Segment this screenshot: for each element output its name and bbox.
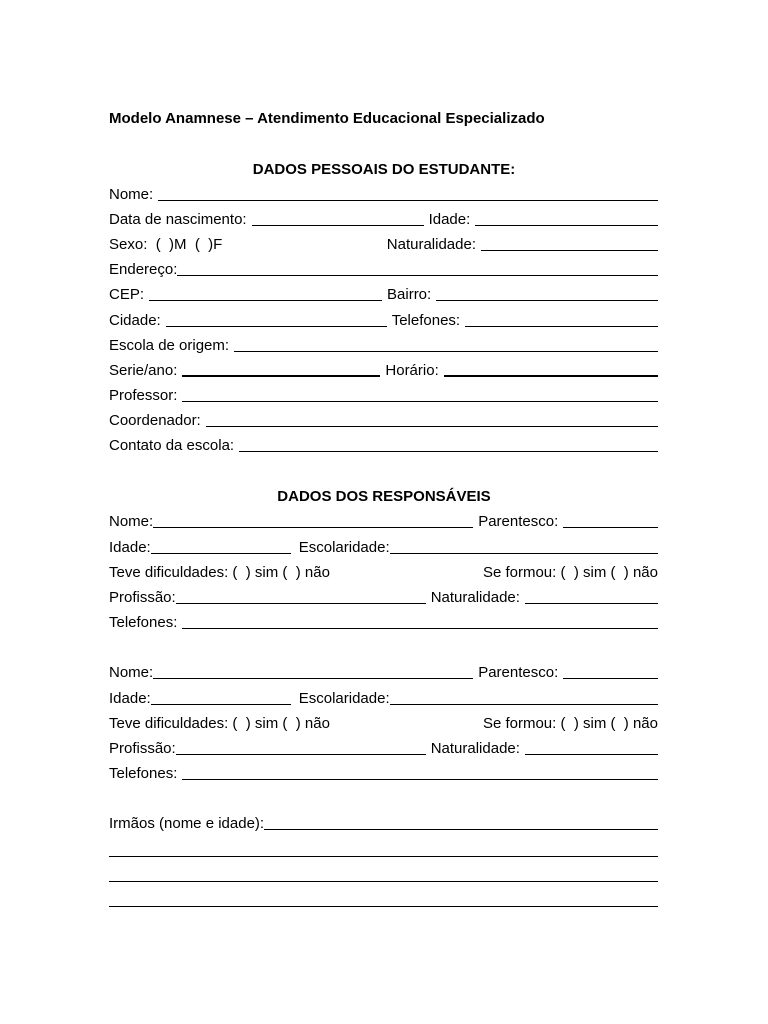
guardian1-age-label: Idade: [109,539,151,556]
student-birth-row [109,209,658,229]
guardians-section-title: DADOS DOS RESPONSÁVEIS [277,488,491,505]
siblings-row [109,813,658,833]
guardian2-education-field[interactable] [390,704,658,705]
coordinator-field[interactable] [206,426,658,427]
student-name-field[interactable] [158,200,658,201]
school-contact-field[interactable] [239,451,658,452]
phones-field[interactable] [465,326,658,327]
origin-school-label: Escola de origem: [109,337,230,354]
guardian1-phones-row [109,612,658,632]
guardian1-age-field[interactable] [151,553,291,554]
guardian2-name-field[interactable] [153,678,473,679]
age-field[interactable] [475,225,658,226]
schedule-field[interactable] [444,375,658,377]
siblings-extra-line[interactable] [109,906,658,907]
guardian1-name-field[interactable] [153,527,473,528]
guardian1-kinship-label: Parentesco: [478,513,559,530]
siblings-field[interactable] [264,829,658,830]
age-label: Idade: [428,211,471,228]
student-teacher-row [109,385,658,405]
city-label: Cidade: [109,312,161,329]
student-address-row [109,259,658,279]
guardian2-kinship-field[interactable] [563,678,658,679]
cep-field[interactable] [149,300,382,301]
guardian2-phones-field[interactable] [182,779,658,780]
guardian2-graduated-options[interactable]: Se formou: ( ) sim ( ) não [482,715,658,732]
teacher-field[interactable] [182,401,658,402]
student-school-row [109,335,658,355]
neighborhood-field[interactable] [436,300,658,301]
guardian2-kinship-label: Parentesco: [478,664,559,681]
guardian2-age-row [109,688,658,708]
guardian2-name-row [109,662,658,682]
student-grade-row [109,360,658,380]
guardian1-profession-field[interactable] [176,603,426,604]
guardian2-profession-row [109,738,658,758]
guardian1-phones-field[interactable] [182,628,658,629]
neighborhood-label: Bairro: [387,286,432,303]
guardian2-birthplace-label: Naturalidade: [430,740,520,757]
guardian2-profession-field[interactable] [176,754,426,755]
grade-label: Serie/ano: [109,362,178,379]
guardian2-birthplace-field[interactable] [525,754,658,755]
birthdate-label: Data de nascimento: [109,211,247,228]
student-name-row [109,184,658,204]
guardian2-name-label: Nome: [109,664,154,681]
guardian1-kinship-field[interactable] [563,527,658,528]
birthplace-label: Naturalidade: [386,236,476,253]
origin-school-field[interactable] [234,351,658,352]
siblings-extra-line[interactable] [109,881,658,882]
guardian1-education-field[interactable] [390,553,658,554]
guardian1-name-row [109,511,658,531]
student-coordinator-row [109,410,658,430]
guardian1-difficulties-options[interactable]: Teve dificuldades: ( ) sim ( ) não [109,564,330,581]
phones-label: Telefones: [391,312,461,329]
guardian1-graduated-options[interactable]: Se formou: ( ) sim ( ) não [482,564,658,581]
guardian1-profession-row [109,587,658,607]
guardian1-name-label: Nome: [109,513,154,530]
birthplace-field[interactable] [481,250,658,251]
sex-options[interactable]: Sexo: ( )M ( )F [109,236,223,253]
guardian1-education-label: Escolaridade: [298,539,390,556]
coordinator-label: Coordenador: [109,412,201,429]
student-city-row [109,310,658,330]
schedule-label: Horário: [385,362,439,379]
guardian2-profession-label: Profissão: [109,740,176,757]
guardian1-birthplace-field[interactable] [525,603,658,604]
guardian1-difficulties-row [109,562,658,582]
guardian2-age-field[interactable] [151,704,291,705]
guardian1-phones-label: Telefones: [109,614,178,631]
guardian2-age-label: Idade: [109,690,151,707]
document-title: Modelo Anamnese – Atendimento Educacional Especializado [109,110,545,127]
guardian2-difficulties-row [109,713,658,733]
student-cep-row [109,284,658,304]
birthdate-field[interactable] [252,225,424,226]
guardian1-age-row [109,537,658,557]
student-section-title: DADOS PESSOAIS DO ESTUDANTE: [252,161,516,178]
grade-field[interactable] [182,375,380,377]
student-sex-row [109,234,658,254]
teacher-label: Professor: [109,387,178,404]
guardian1-profession-label: Profissão: [109,589,176,606]
address-label: Endereço: [109,261,178,278]
address-field[interactable] [177,275,658,276]
student-name-label: Nome: [109,186,154,203]
cep-label: CEP: [109,286,145,303]
school-contact-label: Contato da escola: [109,437,235,454]
city-field[interactable] [166,326,387,327]
siblings-label: Irmãos (nome e idade): [109,815,265,832]
siblings-extra-line[interactable] [109,856,658,857]
guardian2-difficulties-options[interactable]: Teve dificuldades: ( ) sim ( ) não [109,715,330,732]
student-school-contact-row [109,435,658,455]
guardian2-phones-label: Telefones: [109,765,178,782]
guardian2-education-label: Escolaridade: [298,690,390,707]
guardian2-phones-row [109,763,658,783]
guardian1-birthplace-label: Naturalidade: [430,589,520,606]
